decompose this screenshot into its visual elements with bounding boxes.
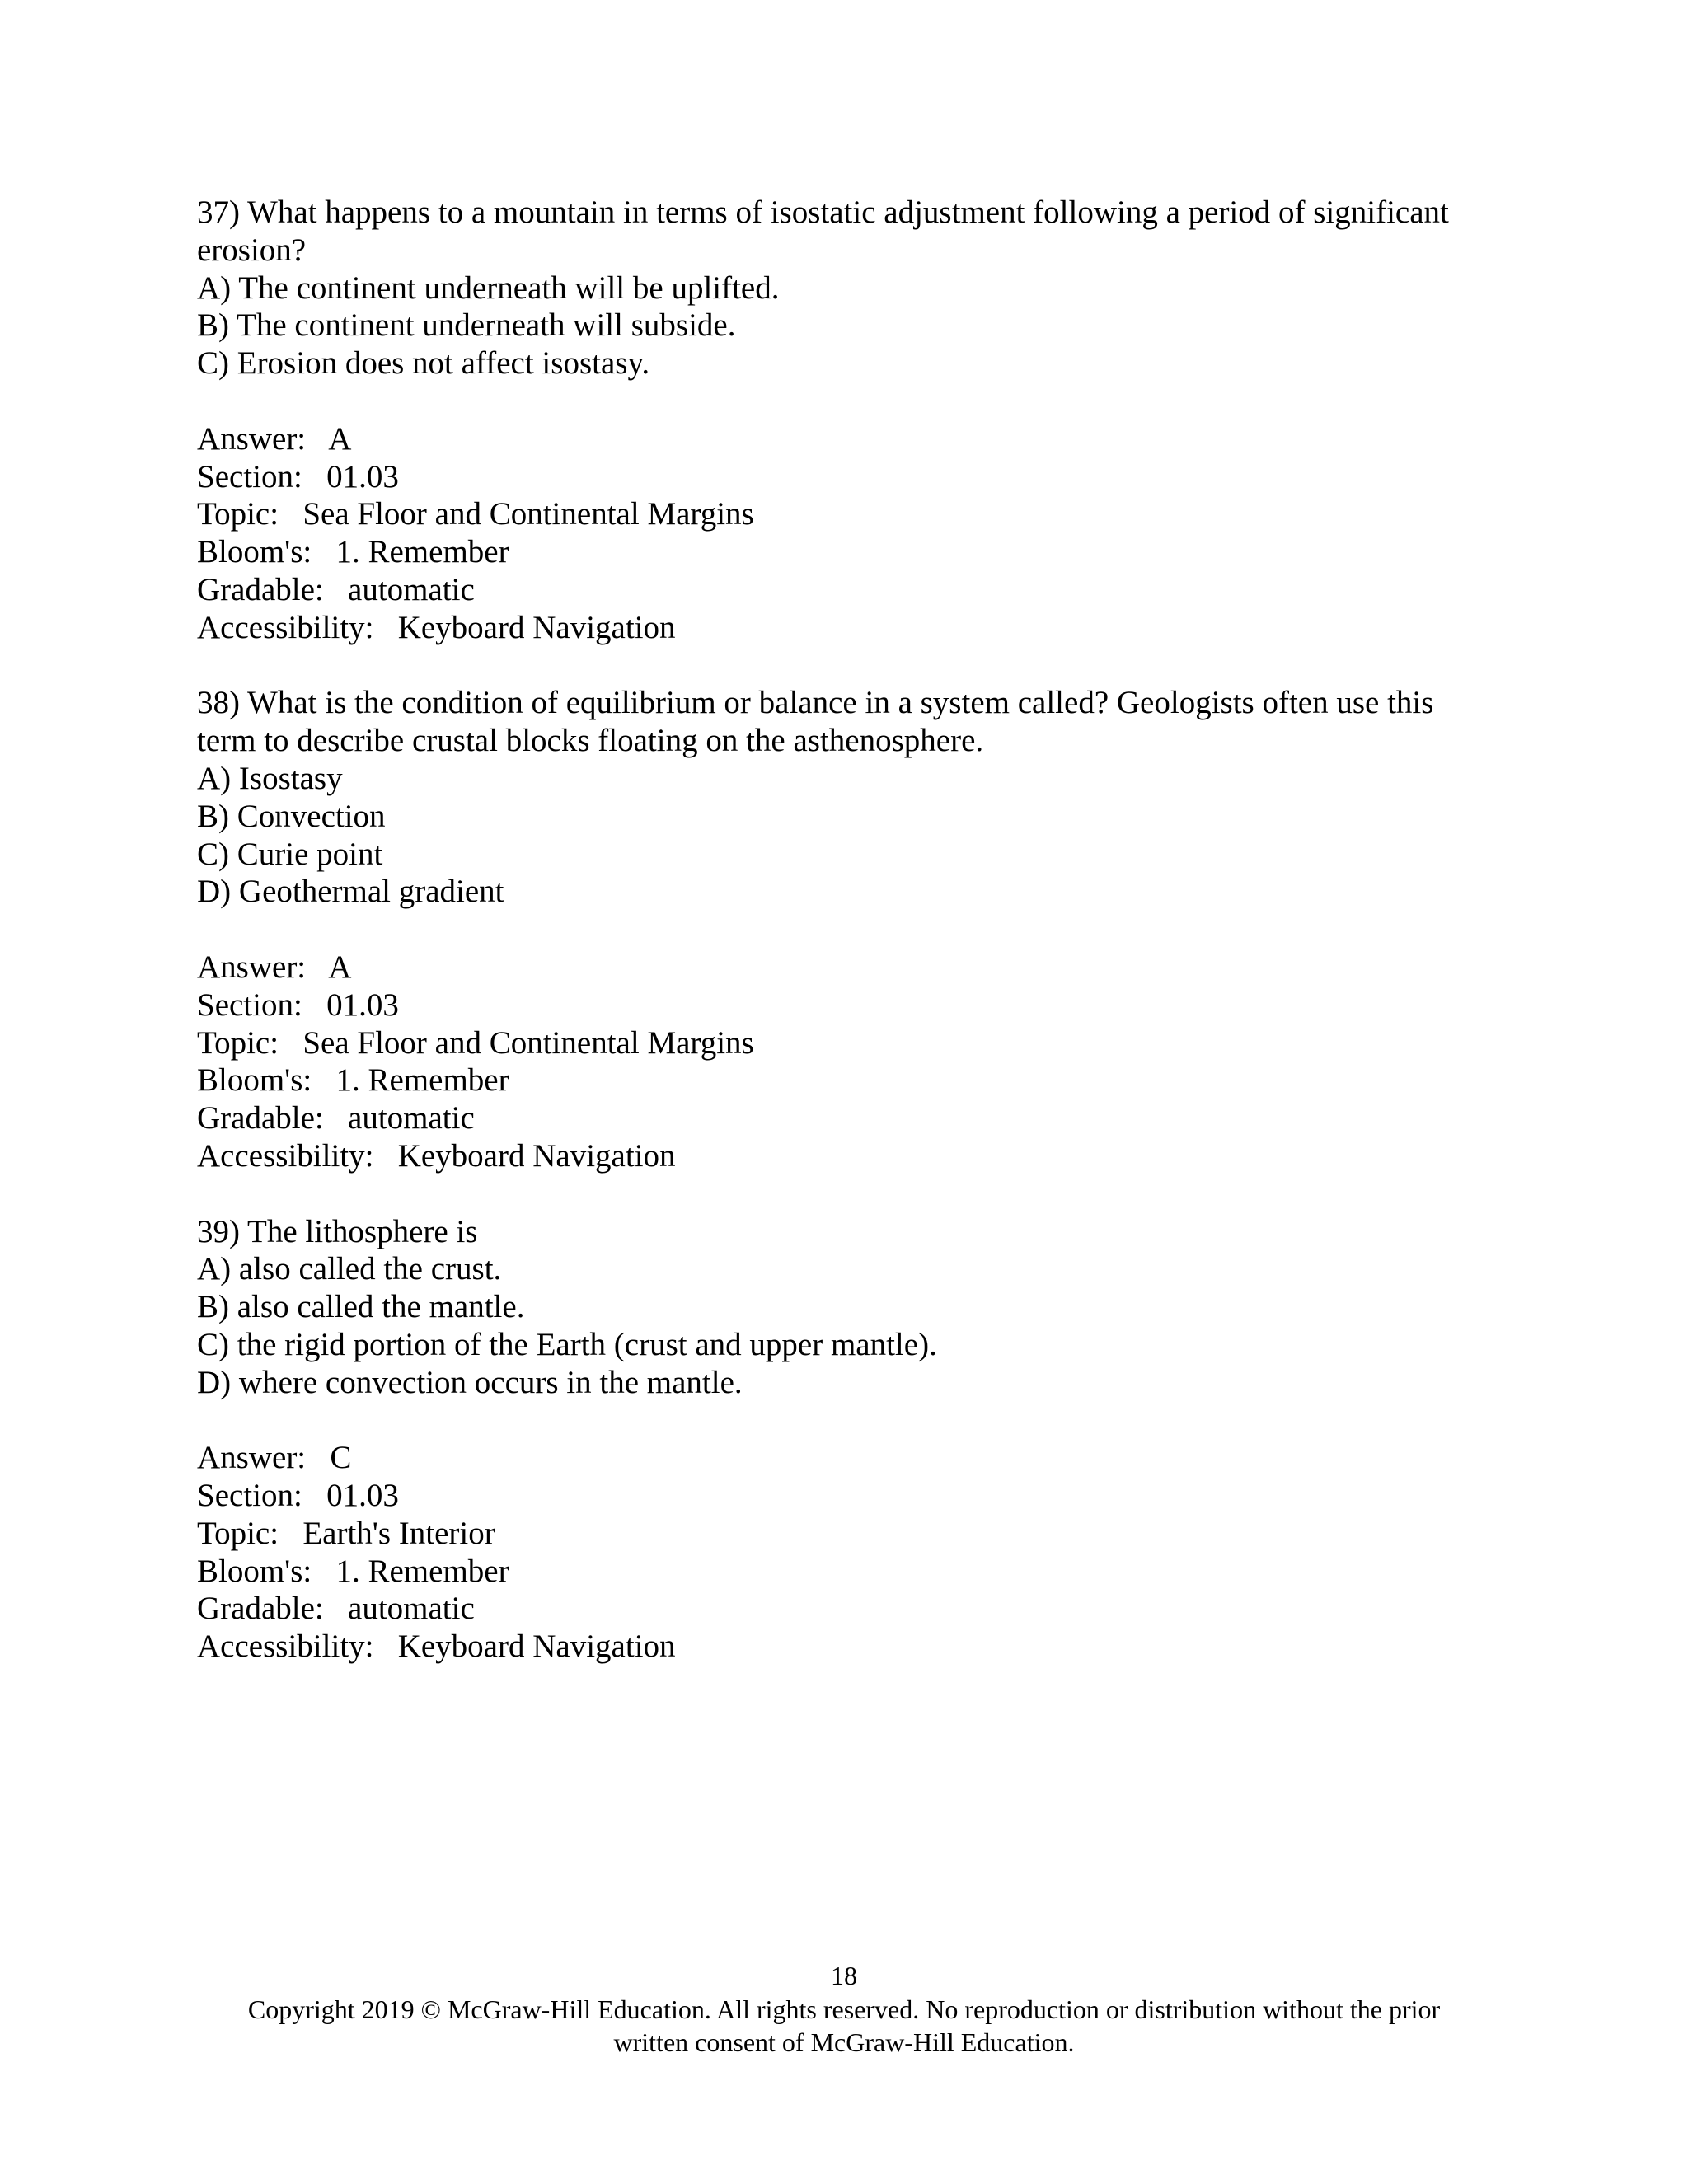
answer-option: B) The continent underneath will subside. xyxy=(197,307,736,344)
accessibility-line: Accessibility: Keyboard Navigation xyxy=(197,609,676,645)
section-line: Section: 01.03 xyxy=(197,458,399,494)
spacer xyxy=(197,1402,1499,1440)
blooms-line: Bloom's: 1. Remember xyxy=(197,1553,509,1589)
copyright-line: written consent of McGraw-Hill Education. xyxy=(613,2027,1075,2057)
answer-option: A) also called the crust. xyxy=(197,1251,502,1287)
answer-option: A) The continent underneath will be uplifted. xyxy=(197,269,780,306)
answer-option: D) Geothermal gradient xyxy=(197,874,504,910)
answer-option: B) Convection xyxy=(197,798,386,834)
spacer xyxy=(197,647,1499,685)
answer-option: C) the rigid portion of the Earth (crust and upper mantle). xyxy=(197,1326,937,1362)
gradable-line: Gradable: automatic xyxy=(197,1100,475,1137)
answer-option: C) Erosion does not affect isostasy. xyxy=(197,345,650,382)
question-39 xyxy=(197,1213,1499,1666)
question-stem-line: erosion? xyxy=(197,232,307,268)
answer-option: B) also called the mantle. xyxy=(197,1289,525,1325)
accessibility-line: Accessibility: Keyboard Navigation xyxy=(197,1137,676,1174)
topic-line: Topic: Sea Floor and Continental Margins xyxy=(197,496,754,532)
spacer xyxy=(197,911,1499,949)
question-stem-line: term to describe crustal blocks floating on the asthenosphere. xyxy=(197,723,984,759)
question-38 xyxy=(197,684,1499,1174)
copyright-line: Copyright 2019 © McGraw-Hill Education. All rights reserved. No reproduction or distribution without the prior xyxy=(247,1994,1441,2024)
answer-line: Answer: A xyxy=(197,949,352,985)
question-stem-line: 37) What happens to a mountain in terms of isostatic adjustment following a period of significant xyxy=(197,194,1449,230)
question-stem-line: 38) What is the condition of equilibrium or balance in a system called? Geologists often use this xyxy=(197,685,1434,721)
accessibility-line: Accessibility: Keyboard Navigation xyxy=(197,1629,676,1665)
document-body xyxy=(197,194,1499,1666)
spacer xyxy=(197,382,1499,420)
answer-option: A) Isostasy xyxy=(197,760,343,796)
question-37 xyxy=(197,194,1499,647)
blooms-line: Bloom's: 1. Remember xyxy=(197,1062,509,1099)
answer-option: D) where convection occurs in the mantle. xyxy=(197,1364,743,1400)
spacer xyxy=(197,1175,1499,1213)
gradable-line: Gradable: automatic xyxy=(197,1591,475,1627)
topic-line: Topic: Earth's Interior xyxy=(197,1515,495,1551)
section-line: Section: 01.03 xyxy=(197,1478,399,1514)
answer-line: Answer: A xyxy=(197,420,352,457)
answer-line: Answer: C xyxy=(197,1440,352,1476)
page-number: 18 xyxy=(831,1961,857,1990)
gradable-line: Gradable: automatic xyxy=(197,571,475,607)
topic-line: Topic: Sea Floor and Continental Margins xyxy=(197,1024,754,1061)
question-stem-line: 39) The lithosphere is xyxy=(197,1213,478,1249)
blooms-line: Bloom's: 1. Remember xyxy=(197,534,509,570)
section-line: Section: 01.03 xyxy=(197,987,399,1023)
answer-option: C) Curie point xyxy=(197,836,383,872)
copyright-notice xyxy=(0,1993,1688,2059)
